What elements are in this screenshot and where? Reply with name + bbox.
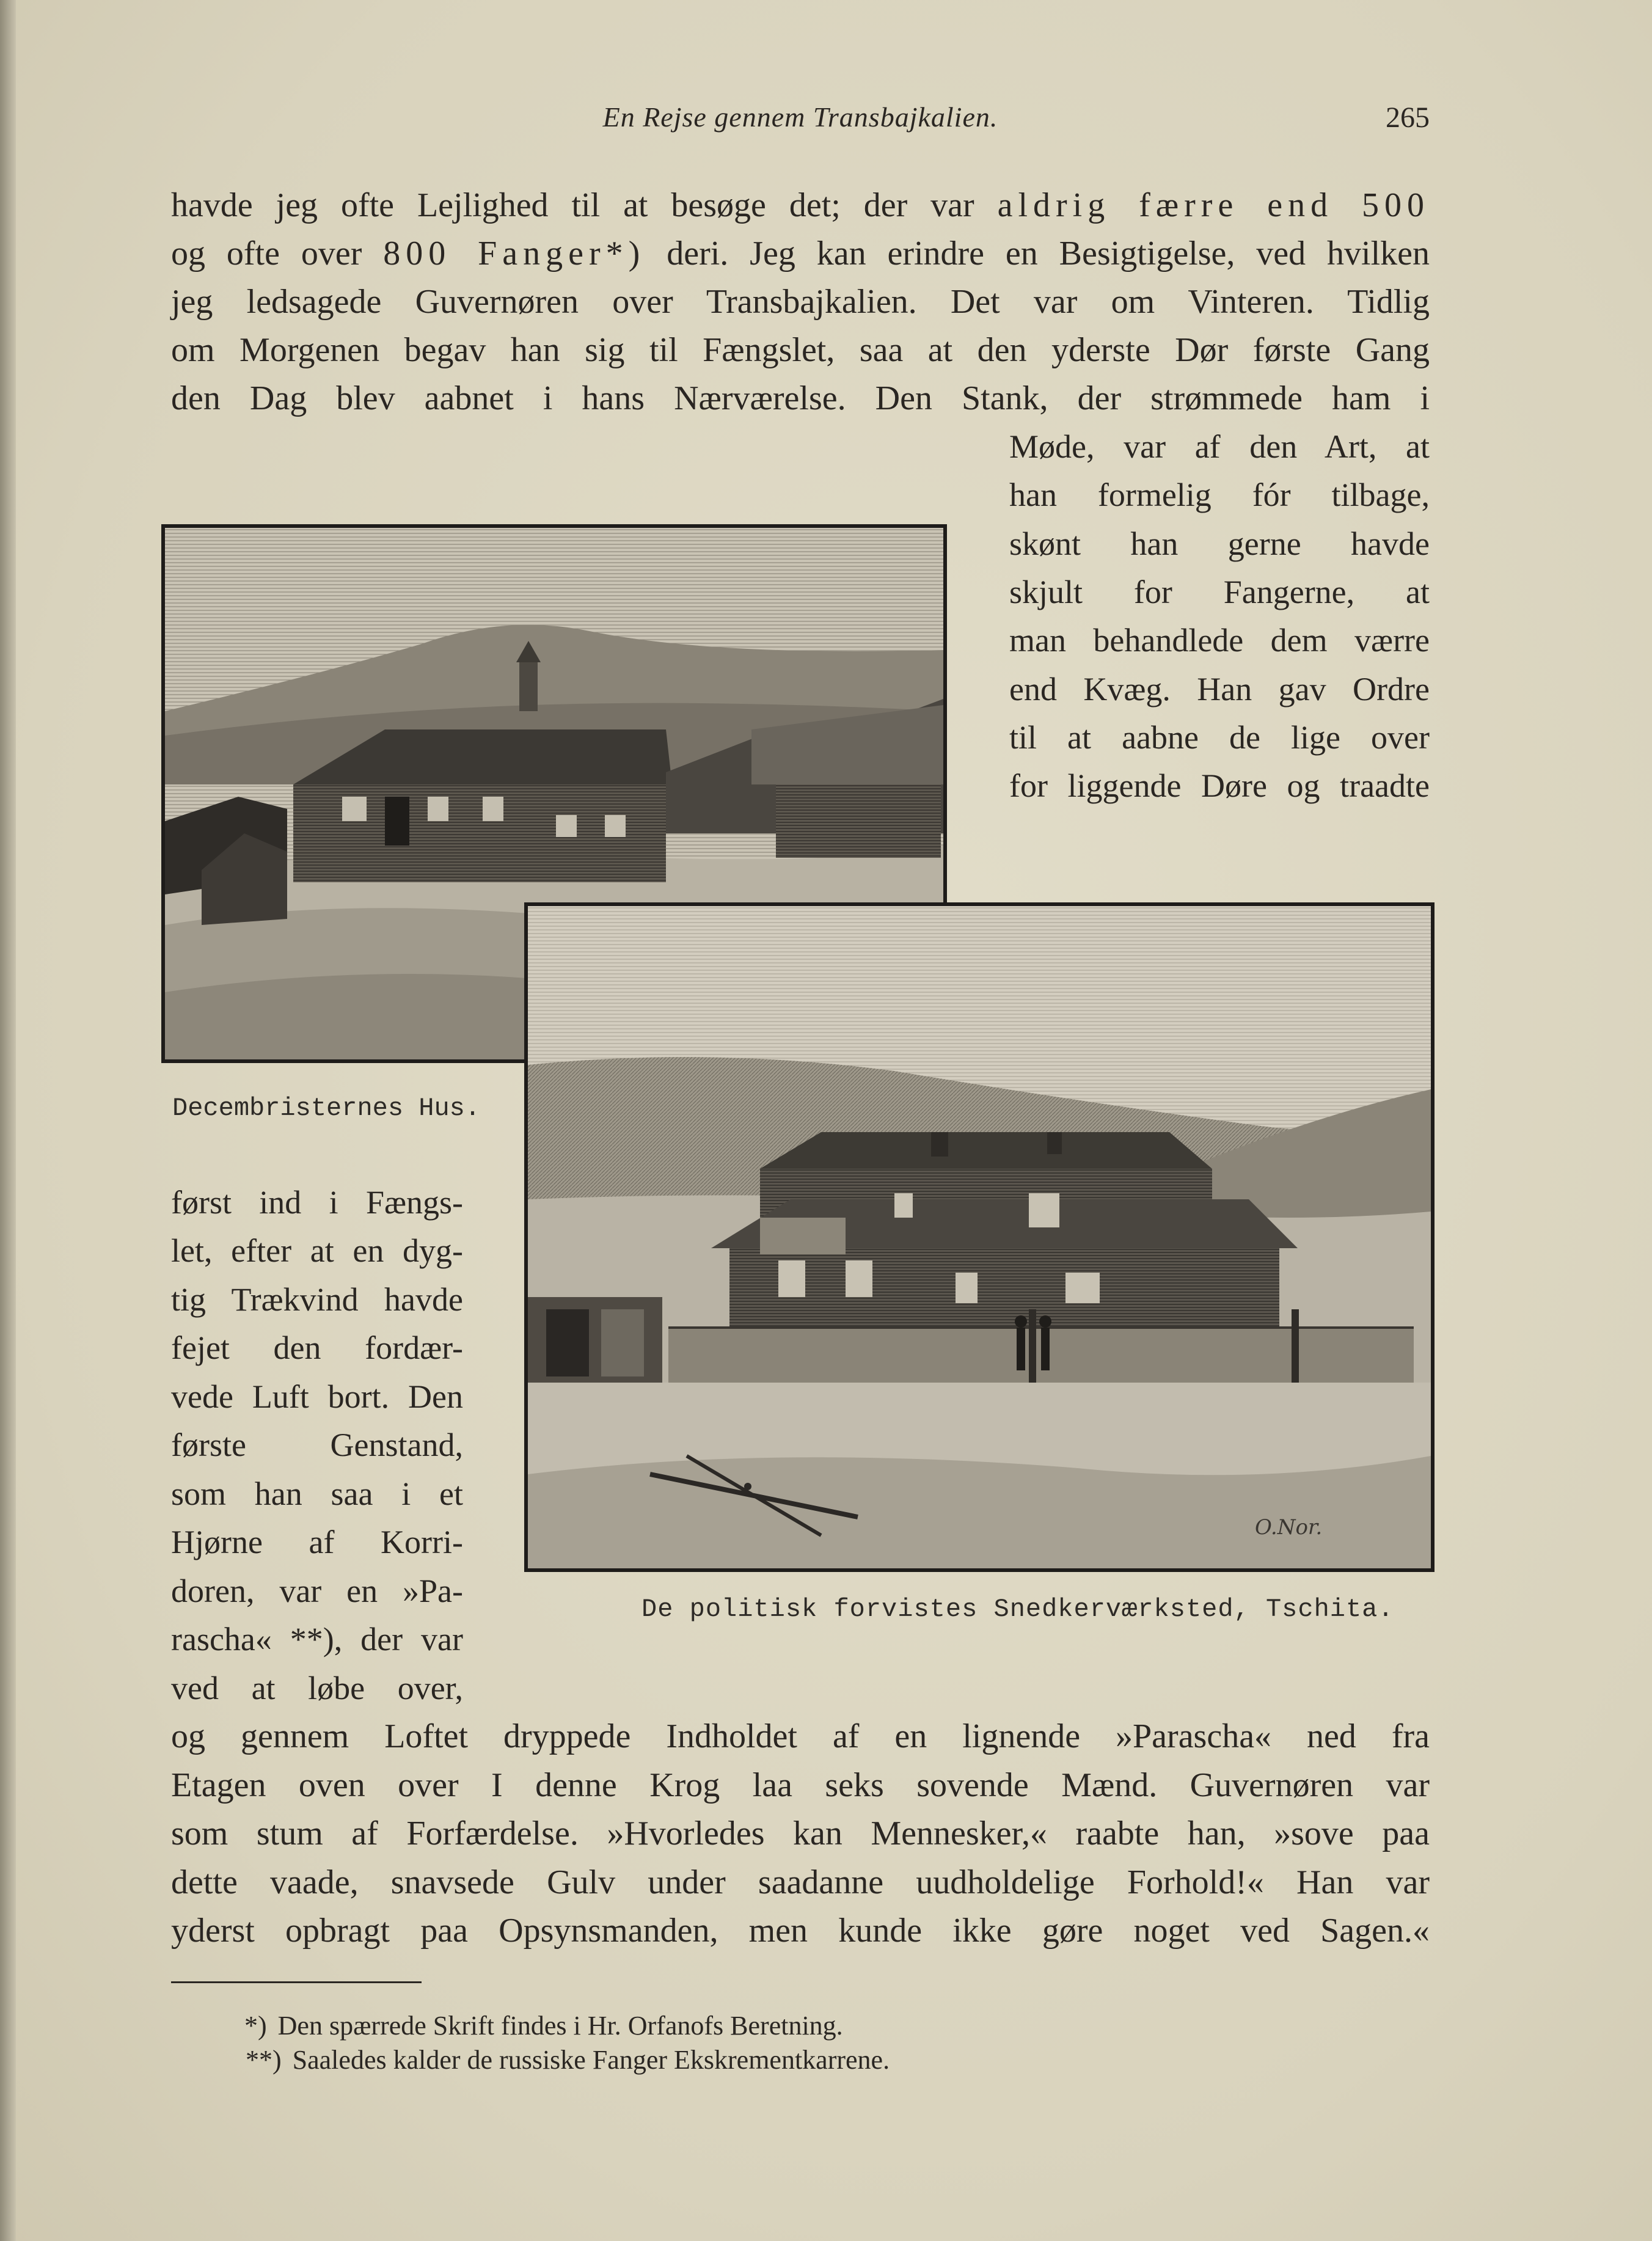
- footnote: [246, 2043, 1223, 2077]
- spaced-emphasis: 800 Fanger*): [383, 235, 646, 272]
- text-line: og ofte over 800 Fanger*) deri. Jeg kan erindre en Besigtigelse, ved hvilken: [171, 235, 1430, 272]
- text-line: som han saa i et: [171, 1475, 463, 1512]
- text-line: rascha« **), der var: [171, 1621, 463, 1658]
- footnote: [244, 2009, 1222, 2043]
- engraver-signature: O.Nor.: [1255, 1515, 1323, 1540]
- text-line: yderst opbragt paa Opsynsmanden, men kunde ikke gøre noget ved Sagen.«: [171, 1912, 1430, 1950]
- text-line: først ind i Fængs-: [171, 1184, 463, 1221]
- text-line: let, efter at en dyg-: [171, 1232, 463, 1269]
- text-line: Etagen oven over I denne Krog laa seks sovende Mænd. Guvernøren var: [171, 1766, 1430, 1804]
- book-spine-shadow: [0, 0, 16, 2241]
- text-line: skønt han gerne havde: [1009, 525, 1430, 562]
- text-line: han formelig fór tilbage,: [1009, 477, 1430, 513]
- footnote-text: Saaledes kalder de russiske Fanger Ekskrementkarrene.: [292, 2045, 890, 2075]
- footnote-mark: *): [244, 2011, 267, 2041]
- text-line: og gennem Loftet dryppede Indholdet af en lignende »Parascha« ned fra: [171, 1717, 1430, 1755]
- page-number: 265: [1386, 101, 1430, 134]
- text-line: havde jeg ofte Lejlighed til at besøge det; der var aldrig færre end 500: [171, 186, 1430, 224]
- text-line: jeg ledsagede Guvernøren over Transbajkalien. Det var om Vinteren. Tidlig: [171, 283, 1430, 321]
- footnote-mark: **): [246, 2045, 282, 2075]
- engraving-carpentry-workshop: [524, 902, 1435, 1572]
- text-line: ved at løbe over,: [171, 1670, 463, 1706]
- text-line: vede Luft bort. Den: [171, 1378, 463, 1415]
- text-line: skjult for Fangerne, at: [1009, 574, 1430, 610]
- text-line: man behandlede dem værre: [1009, 622, 1430, 659]
- text-line: end Kvæg. Han gav Ordre: [1009, 671, 1430, 707]
- text-line: første Genstand,: [171, 1427, 463, 1463]
- text-line: om Morgenen begav han sig til Fængslet, saa at den yderste Dør første Gang: [171, 331, 1430, 369]
- running-title: En Rejse gennem Transbajkalien.: [602, 101, 998, 133]
- figure-1-caption: Decembristernes Hus.: [172, 1094, 481, 1123]
- text-line: tig Trækvind havde: [171, 1281, 463, 1318]
- text-line: Møde, var af den Art, at: [1009, 428, 1430, 465]
- text-line: den Dag blev aabnet i hans Nærværelse. Den Stank, der strømmede ham i: [171, 379, 1430, 417]
- text-line: til at aabne de lige over: [1009, 719, 1430, 756]
- footnote-rule: [171, 1981, 422, 1983]
- running-head: [171, 101, 1430, 144]
- text-line: dette vaade, snavsede Gulv under saadanne uudholdelige Forhold!« Han var: [171, 1863, 1430, 1901]
- spaced-emphasis: aldrig færre end 500: [997, 186, 1430, 224]
- footnote-text: Den spærrede Skrift findes i Hr. Orfanofs Beretning.: [277, 2011, 843, 2041]
- figure-2-caption: De politisk forvistes Snedkerværksted, Tschita.: [641, 1595, 1394, 1624]
- text-line: Hjørne af Korri-: [171, 1524, 463, 1560]
- text-line: doren, var en »Pa-: [171, 1573, 463, 1609]
- text-line: fejet den fordær-: [171, 1329, 463, 1366]
- text-line: som stum af Forfærdelse. »Hvorledes kan Mennesker,« raabte han, »sove paa: [171, 1815, 1430, 1852]
- text-line: for liggende Døre og traadte: [1009, 767, 1430, 804]
